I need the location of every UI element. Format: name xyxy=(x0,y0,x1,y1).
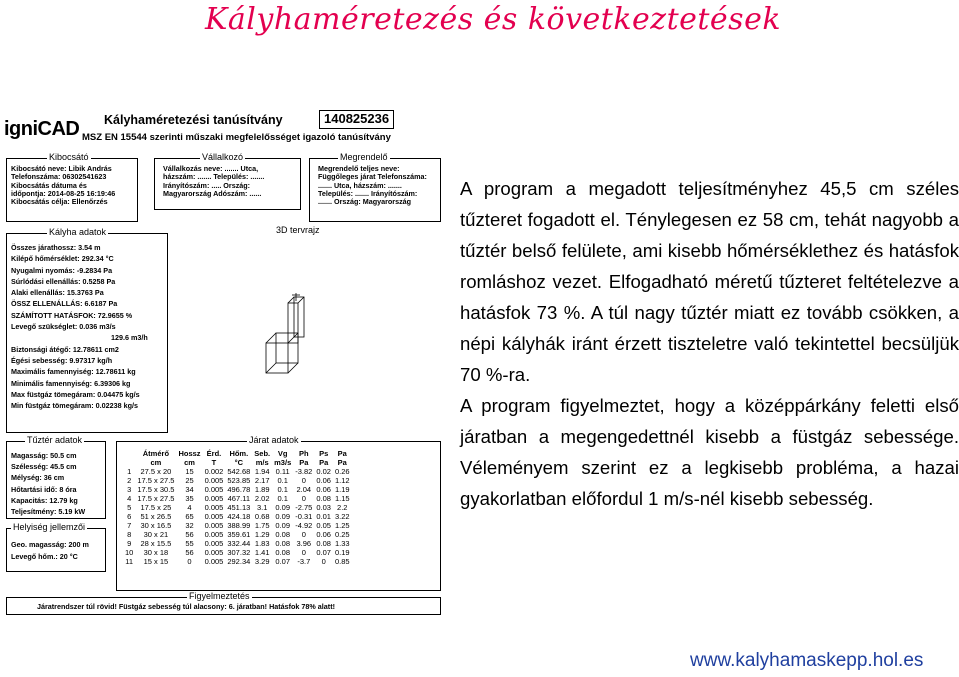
table-cell: 1.12 xyxy=(334,476,350,486)
kalyha-line: Súrlódási ellenállás: 0.5258 Pa xyxy=(11,276,116,286)
kalyha-line: Biztonsági átégő: 12.78611 cm2 xyxy=(11,344,119,354)
tuzter-lines xyxy=(11,450,85,517)
table-cell: 0.005 xyxy=(204,539,224,549)
ignicad-logo: igniCAD xyxy=(4,118,80,140)
table-cell: 32 xyxy=(185,521,194,531)
kalyha-box xyxy=(6,227,168,433)
paragraph-1: A program a megadott teljesítményhez 45,5 cm széles tűzteret fogadott el. Ténylegesen ez 58 cm, tehát nagyobb a tűztér belső felülete, ami kisebb hőmérséklethez és hatásfok romláshoz vezet. Elfogadható méretű tűzteret feltételezve a hatásfok 73 %. A túl nagy tűztér miatt ez tovább csökken, a népi kályhák iránt érzett tiszteletre való tekintettel becsüljük 70 %-ra. xyxy=(460,178,959,385)
table-cell: 0.002 xyxy=(204,467,224,477)
table-cell: 0.005 xyxy=(204,494,224,504)
table-cell: 34 xyxy=(185,485,194,495)
helyseg-line: Geo. magasság: 200 m xyxy=(11,540,89,549)
table-cell: cm xyxy=(150,458,162,468)
table-cell: 359.61 xyxy=(227,530,251,540)
render-label: 3D tervrajz xyxy=(276,225,320,235)
table-cell: 1.89 xyxy=(254,485,270,495)
certificate-subheading: MSZ EN 15544 szerinti műszaki megfelelősséget igazoló tanúsítvány xyxy=(82,132,391,143)
kibocsato-line: Telefonszáma: 06302541623 xyxy=(11,172,107,182)
table-cell: 4 xyxy=(127,494,132,504)
table-cell: 0.08 xyxy=(316,494,331,504)
megrendelo-line: Függőleges járat Telefonszáma: xyxy=(318,172,427,182)
table-cell: 0 xyxy=(301,548,306,558)
kibocsato-line: Kibocsátás dátuma és xyxy=(11,180,87,190)
table-cell: Ps xyxy=(319,449,329,459)
table-cell: 7 xyxy=(127,521,132,531)
megrendelo-title: Megrendelő xyxy=(340,152,388,162)
table-cell: 17.5 x 27.5 xyxy=(137,476,175,486)
table-cell: 0 xyxy=(187,557,192,567)
table-cell: 65 xyxy=(185,512,194,522)
table-cell: 1.25 xyxy=(334,521,350,531)
table-cell: 2.17 xyxy=(254,476,270,486)
table-cell: Vg xyxy=(277,449,288,459)
table-cell: Pa xyxy=(337,449,347,459)
table-cell: 2.2 xyxy=(337,503,348,513)
table-cell: 6 xyxy=(127,512,132,522)
table-cell: 0.09 xyxy=(275,512,290,522)
helyseg-box xyxy=(6,522,106,572)
table-cell: 0.05 xyxy=(316,521,331,531)
table-cell: 542.68 xyxy=(227,467,251,477)
table-cell: 30 x 21 xyxy=(143,530,169,540)
table-cell: -2.75 xyxy=(295,503,313,513)
megrendelo-line: Megrendelő teljes neve: xyxy=(318,164,400,173)
table-cell: 0.005 xyxy=(204,512,224,522)
table-cell: 0.005 xyxy=(204,521,224,531)
kalyha-line: Minimális famennyiség: 6.39306 kg xyxy=(11,378,131,388)
kalyha-line: Összes járathossz: 3.54 m xyxy=(11,243,101,252)
table-cell: 15 xyxy=(185,467,194,477)
table-cell: 56 xyxy=(185,548,194,558)
kalyha-line: Min füstgáz tömegáram: 0.02238 kg/s xyxy=(11,401,139,411)
table-cell: 0.1 xyxy=(277,476,288,486)
table-cell: 1.15 xyxy=(334,494,350,504)
body-text xyxy=(460,173,959,514)
website-url: www.kalyhamaskepp.hol.es xyxy=(690,650,924,671)
certificate-heading: Kályhaméretezési tanúsítvány xyxy=(104,113,283,127)
table-cell: 0.19 xyxy=(334,548,350,558)
table-cell: 0.005 xyxy=(204,548,224,558)
table-cell: 1.33 xyxy=(334,539,350,549)
vallalkozo-line: házszám: ....... Település: ....... xyxy=(163,172,265,182)
table-cell: 1.75 xyxy=(254,521,270,531)
table-cell: 0.11 xyxy=(275,467,290,477)
kalyha-lines xyxy=(11,242,148,411)
jarat-title: Járat adatok xyxy=(249,435,299,445)
tuzter-line: Kapacitás: 12.79 kg xyxy=(11,495,78,505)
table-cell: 0.02 xyxy=(316,467,331,477)
helyseg-title: Helyiség jellemzői xyxy=(13,522,86,532)
table-cell: 0.1 xyxy=(277,485,288,495)
table-cell: 51 x 26.5 xyxy=(140,512,172,522)
vallalkozo-lines xyxy=(163,165,264,198)
table-cell: 0.005 xyxy=(204,476,224,486)
kalyha-line: ÖSSZ ELLENÁLLÁS: 6.6187 Pa xyxy=(11,299,118,309)
table-cell: 0 xyxy=(321,557,326,567)
kibocsato-box xyxy=(6,152,138,222)
table-cell: 0.26 xyxy=(334,467,350,477)
table-cell: 56 xyxy=(185,530,194,540)
table-cell: 11 xyxy=(125,557,134,567)
megrendelo-line: ....... Ország: Magyarország xyxy=(318,197,412,207)
table-cell: Pa xyxy=(337,458,347,468)
table-cell: 0.25 xyxy=(334,530,350,540)
table-cell: 388.99 xyxy=(227,521,251,531)
table-cell: 0.005 xyxy=(204,485,224,495)
table-cell: 0.09 xyxy=(275,521,290,531)
tuzter-line: Hőtartási idő: 8 óra xyxy=(11,484,77,494)
table-cell: -3.7 xyxy=(297,557,311,567)
jarat-box xyxy=(116,435,441,591)
vallalkozo-title: Vállalkozó xyxy=(202,152,244,162)
table-cell: 0.07 xyxy=(275,557,290,567)
kibocsato-line: Kibocsátó neve: Libik András xyxy=(11,164,112,173)
table-cell: 467.11 xyxy=(227,494,251,504)
table-cell: cm xyxy=(184,458,195,468)
table-cell: 30 x 18 xyxy=(143,548,169,558)
table-cell: 1.94 xyxy=(254,467,270,477)
table-cell: 27.5 x 20 xyxy=(140,467,172,477)
kalyha-line: Kilépő hőmérséklet: 292.34 °C xyxy=(11,254,114,264)
table-cell: 0.85 xyxy=(334,557,350,567)
table-cell: Ph xyxy=(299,449,309,459)
table-cell: °C xyxy=(234,458,244,468)
table-cell: 2.02 xyxy=(254,494,270,504)
table-cell: Pa xyxy=(299,458,309,468)
table-cell: m/s xyxy=(255,458,269,468)
vallalkozo-line: Irányítószám: ..... Ország: xyxy=(163,180,251,190)
table-cell: 0.06 xyxy=(316,476,331,486)
table-cell: 0.08 xyxy=(275,548,290,558)
table-cell: 1 xyxy=(127,467,132,477)
table-cell: m3/s xyxy=(274,458,292,468)
table-cell: 0.005 xyxy=(204,503,224,513)
kalyha-title: Kályha adatok xyxy=(49,227,107,237)
figyelmeztetes-box xyxy=(6,591,441,615)
figyelmeztetes-title: Figyelmeztetés xyxy=(189,591,250,601)
vallalkozo-line: Magyarország Adószám: ...... xyxy=(163,188,262,198)
table-cell: 424.18 xyxy=(227,512,251,522)
table-cell: 0 xyxy=(301,530,306,540)
table-cell: 523.85 xyxy=(227,476,251,486)
table-cell: 3.1 xyxy=(257,503,268,513)
table-cell: 55 xyxy=(185,539,194,549)
table-cell: 3.29 xyxy=(254,557,270,567)
table-cell: Hőm. xyxy=(229,449,249,459)
table-cell: 8 xyxy=(127,530,132,540)
kibocsato-line: Kibocsátás célja: Ellenőrzés xyxy=(11,197,108,207)
table-cell: 0.005 xyxy=(204,557,224,567)
table-cell: 292.34 xyxy=(227,557,251,567)
table-cell: 17.5 x 30.5 xyxy=(137,485,175,495)
table-cell: 0.06 xyxy=(316,485,331,495)
table-cell: 17.5 x 25 xyxy=(140,503,172,513)
kalyha-line: Alaki ellenállás: 15.3763 Pa xyxy=(11,288,104,298)
table-cell: 1.83 xyxy=(254,539,270,549)
table-cell: Pa xyxy=(319,458,329,468)
megrendelo-lines xyxy=(318,165,427,206)
table-cell: 0 xyxy=(301,494,306,504)
table-cell: 0 xyxy=(301,476,306,486)
table-cell: 307.32 xyxy=(227,548,251,558)
kalyha-line: Maximális famennyiség: 12.78611 kg xyxy=(11,367,136,377)
table-cell: Hossz xyxy=(178,449,201,459)
table-cell: Érd. xyxy=(206,449,222,459)
table-cell: 0.08 xyxy=(275,539,290,549)
table-cell: -0.31 xyxy=(295,512,313,522)
table-cell: 28 x 15.5 xyxy=(140,539,172,549)
tuzter-line: Teljesítmény: 5.19 kW xyxy=(11,507,86,517)
tuzter-title: Tűztér adatok xyxy=(27,435,83,445)
render-area xyxy=(176,225,439,431)
table-cell: 4 xyxy=(187,503,192,513)
table-cell: 5 xyxy=(127,503,132,513)
table-cell: -4.92 xyxy=(295,521,313,531)
helyseg-line: Levegő hőm.: 20 °C xyxy=(11,551,78,561)
megrendelo-line: Település: ....... Irányítószám: xyxy=(318,188,418,198)
stove-wireframe xyxy=(256,293,356,403)
table-cell: 496.78 xyxy=(227,485,251,495)
table-cell: 0.06 xyxy=(316,530,331,540)
table-cell: 451.13 xyxy=(227,503,251,513)
table-cell: 0.01 xyxy=(316,512,331,522)
table-cell: 2.04 xyxy=(296,485,312,495)
table-cell: 332.44 xyxy=(227,539,251,549)
table-cell: 3 xyxy=(127,485,132,495)
vallalkozo-line: Vállalkozás neve: ....... Utca, xyxy=(163,164,259,173)
kalyha-line: 129.6 m3/h xyxy=(111,333,148,343)
megrendelo-line: ....... Utca, házszám: ....... xyxy=(318,180,402,190)
certificate-image xyxy=(4,108,439,616)
table-cell: 1.29 xyxy=(254,530,270,540)
megrendelo-box xyxy=(309,152,441,222)
table-cell: 17.5 x 27.5 xyxy=(137,494,175,504)
jarat-table xyxy=(123,450,352,567)
tuzter-box xyxy=(6,435,106,519)
page-title: Kályhaméretezés és következtetések xyxy=(205,2,782,37)
table-cell: 35 xyxy=(185,494,194,504)
kalyha-line: Max füstgáz tömegáram: 0.04475 kg/s xyxy=(11,389,140,399)
kalyha-line: SZÁMÍTOTT HATÁSFOK: 72.9655 % xyxy=(11,310,133,320)
table-cell: Seb. xyxy=(254,449,271,459)
table-cell: 0.005 xyxy=(204,530,224,540)
table-cell: 10 xyxy=(125,548,134,558)
table-row xyxy=(123,558,352,567)
table-cell: 0.08 xyxy=(316,539,331,549)
kalyha-line: Levegő szükséglet: 0.036 m3/s xyxy=(11,322,116,332)
table-cell: 1.41 xyxy=(254,548,270,558)
table-cell xyxy=(123,450,135,459)
kalyha-line: Nyugalmi nyomás: -9.2834 Pa xyxy=(11,265,113,275)
table-cell: 15 x 15 xyxy=(143,557,169,567)
tuzter-line: Magasság: 50.5 cm xyxy=(11,451,77,460)
tuzter-line: Szélesség: 45.5 cm xyxy=(11,462,77,472)
table-cell: 0.1 xyxy=(277,494,288,504)
table-cell: 1.19 xyxy=(334,485,350,495)
kibocsato-lines xyxy=(11,165,115,206)
certificate-number: 140825236 xyxy=(319,110,394,129)
table-cell: 30 x 16.5 xyxy=(140,521,172,531)
table-cell: 3.96 xyxy=(296,539,312,549)
kibocsato-title: Kibocsátó xyxy=(49,152,89,162)
table-cell: Átmérő xyxy=(142,449,170,459)
table-cell: T xyxy=(211,458,217,468)
table-cell: 0.07 xyxy=(316,548,331,558)
helyseg-lines xyxy=(11,539,89,562)
kalyha-line: Égési sebesség: 9.97317 kg/h xyxy=(11,355,113,365)
table-cell: 0.03 xyxy=(316,503,331,513)
table-cell: -3.82 xyxy=(295,467,313,477)
figyelmeztetes-text: Járatrendszer túl rövid! Füstgáz sebesség túl alacsony: 6. járatban! Hatásfok 78% alatt! xyxy=(37,602,335,611)
vallalkozo-box xyxy=(154,152,301,210)
kibocsato-line: időpontja: 2014-08-25 16:19:46 xyxy=(11,188,116,198)
table-cell: 0.09 xyxy=(275,503,290,513)
table-cell: 9 xyxy=(127,539,132,549)
table-cell: 0.08 xyxy=(275,530,290,540)
table-cell: 25 xyxy=(185,476,194,486)
paragraph-2: A program figyelmeztet, hogy a középpárkány feletti első járatban a megengedettnél kisebb a füstgáz sebessége. Véleményem szerint ez a legkisebb probléma, a hazai gyakorlatban előfordul 1 m/s-nél kisebb sebesség. xyxy=(460,395,959,509)
table-cell: 3.22 xyxy=(334,512,350,522)
table-cell: 0.68 xyxy=(254,512,270,522)
tuzter-line: Mélység: 36 cm xyxy=(11,473,65,483)
table-cell: 2 xyxy=(127,476,132,486)
